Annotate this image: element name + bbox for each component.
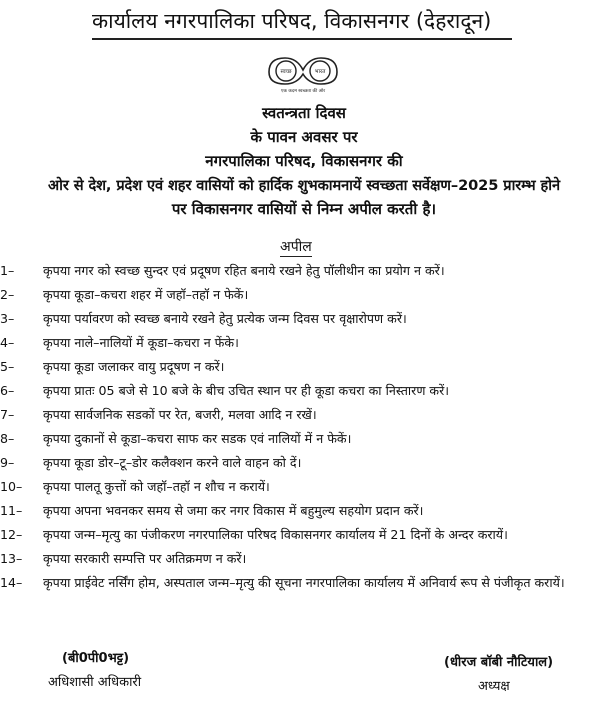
item-number: 5– — [0, 359, 15, 374]
swachh-bharat-logo — [263, 52, 343, 96]
item-number: 4– — [0, 335, 15, 350]
item-text: कृपया प्रातः 05 बजे से 10 बजे के बीच उचित स्थान पर ही कूडा कचरा का निस्तारण करें। — [43, 383, 450, 398]
office-title: कार्यालय नगरपालिका परिषद, विकासनगर (देहरादून) — [92, 6, 512, 40]
emblem-word-left: स्वच्छ — [280, 69, 292, 75]
heading-line-3: नगरपालिका परिषद, विकासनगर की — [205, 152, 403, 170]
item-text: कृपया पर्यावरण को स्वच्छ बनाये रखने हेतु प्रत्येक जन्म दिवस पर वृक्षारोपण करें। — [43, 311, 407, 326]
item-text: कृपया जन्म–मृत्यु का पंजीकरण नगरपालिका परिषद विकासनगर कार्यालय में 21 दिनों के अन्दर करायें। — [43, 527, 508, 542]
item-text: कृपया नगर को स्वच्छ सुन्दर एवं प्रदूषण रहित बनाये रखने हेतु पॉलीथीन का प्रयोग न करें। — [43, 263, 445, 278]
item-text: कृपया पालतू कुत्तों को जहॉ–तहॉ न शौच न करायें। — [43, 479, 270, 494]
item-text: कृपया कूडा जलाकर वायु प्रदूषण न करें। — [43, 359, 225, 374]
item-text: कृपया अपना भवनकर समय से जमा कर नगर विकास में बहुमुल्य सहयोग प्रदान करें। — [43, 503, 424, 518]
item-number: 6– — [0, 383, 15, 398]
item-number: 10– — [0, 479, 23, 494]
signatory-left-title: अधिशासी अधिकारी — [48, 675, 142, 690]
item-text: कृपया कूडा–कचरा शहर में जहॉ–तहॉ न फेकें। — [43, 287, 249, 302]
item-number: 8– — [0, 431, 15, 446]
signatory-right-title: अध्यक्ष — [478, 679, 510, 694]
appeal-heading: अपील — [280, 239, 312, 255]
item-number: 12– — [0, 527, 23, 542]
heading-line-1: स्वतन्त्रता दिवस — [262, 104, 346, 122]
item-number: 9– — [0, 455, 15, 470]
signatory-right-name: (धीरज बॉबी नौटियाल) — [444, 655, 554, 670]
heading-line-4: ओर से देश, प्रदेश एवं शहर वासियों को हार्दिक शुभकामनायें स्वच्छता सर्वेक्षण–2025 प्रारम्भ होने — [48, 177, 560, 194]
item-text: कृपया दुकानों से कूडा–कचरा साफ कर सडक एवं नालियों में न फेकें। — [43, 431, 352, 446]
heading-line-5: पर विकासनगर वासियों से निम्न अपील करती है। — [171, 200, 437, 218]
item-text: कृपया कूडा डोर–टू–डोर कलैक्शन करने वाले वाहन को दें। — [43, 455, 302, 470]
heading-line-2: के पावन अवसर पर — [250, 128, 358, 146]
signatory-left-name: (बी0पी0भट्ट) — [62, 651, 130, 666]
item-number: 7– — [0, 407, 15, 422]
item-text: कृपया प्राईवेट नर्सिंग होम, अस्पताल जन्म–मृत्यु की सूचना नगरपालिका कार्यालय में अनिवार्य रूप से पंजीकृत करायें। — [43, 575, 565, 590]
emblem-word-right: भारत — [314, 69, 326, 75]
item-number: 1– — [0, 263, 15, 278]
item-number: 2– — [0, 287, 15, 302]
item-text: कृपया सरकारी सम्पत्ति पर अतिक्रमण न करें। — [43, 551, 247, 566]
item-number: 3– — [0, 311, 15, 326]
item-number: 11– — [0, 503, 23, 518]
item-text: कृपया नाले–नालियों में कूडा–कचरा न फेंके। — [43, 335, 239, 350]
item-number: 14– — [0, 575, 23, 590]
item-number: 13– — [0, 551, 23, 566]
emblem-caption: एक कदम स्वच्छता की ओर — [280, 89, 326, 94]
item-text: कृपया सार्वजनिक सडकों पर रेत, बजरी, मलवा आदि न रखें। — [43, 407, 317, 422]
